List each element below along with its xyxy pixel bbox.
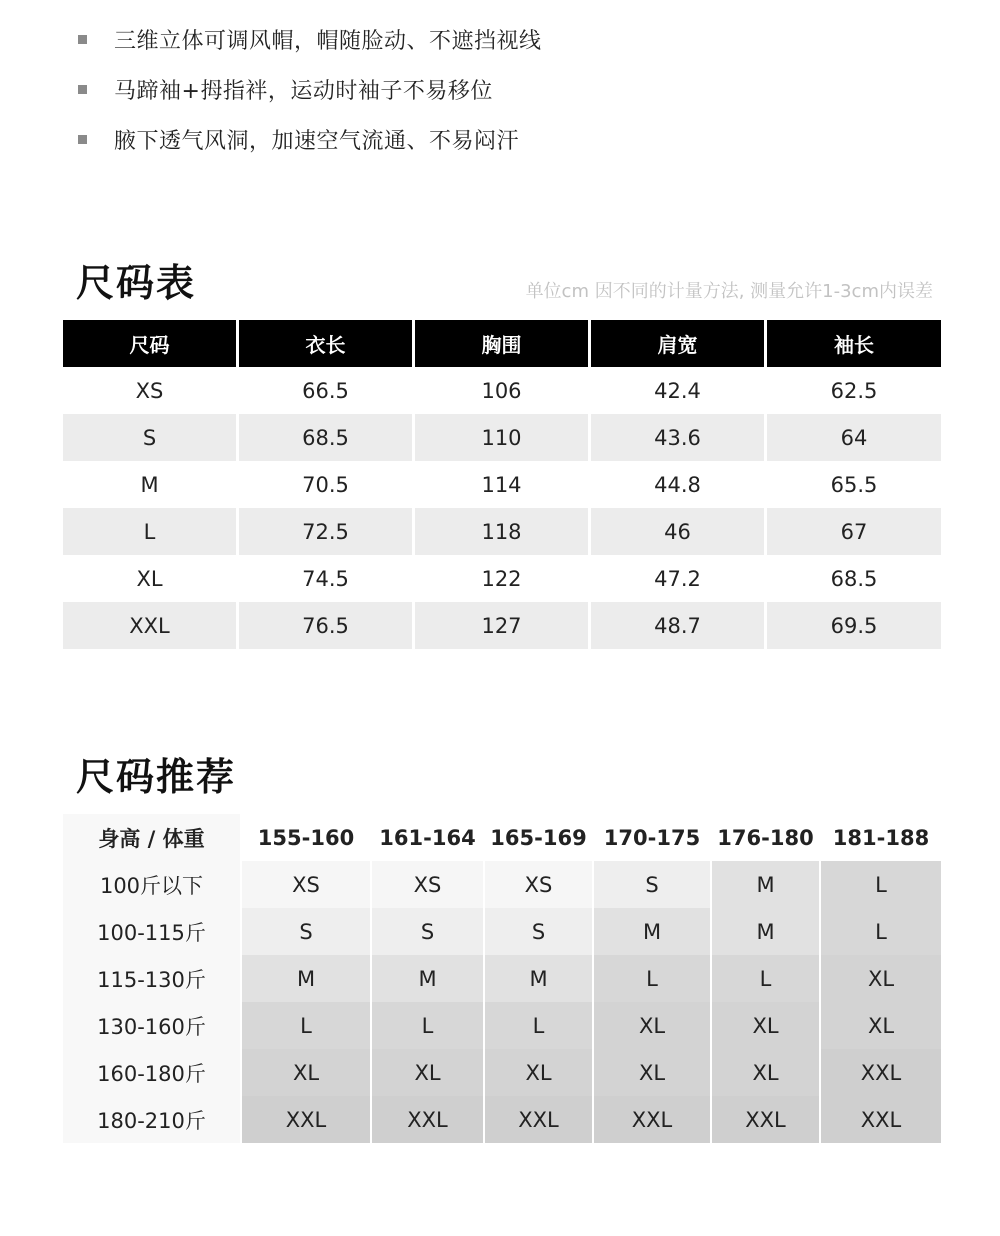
recommended-size-cell: S (372, 908, 483, 955)
size-recommend-title: 尺码推荐 (76, 755, 237, 799)
table-row (63, 955, 933, 1002)
table-cell: 72.5 (239, 508, 412, 555)
recommended-size-cell: M (372, 955, 483, 1002)
table-row (63, 555, 937, 602)
table-cell: 69.5 (767, 602, 941, 649)
recommended-size-cell: XXL (242, 1096, 370, 1143)
recommended-size-cell: XS (485, 861, 592, 908)
table-cell: 122 (481, 566, 522, 591)
recommended-size-cell: S (485, 908, 592, 955)
table-cell: 42.4 (654, 378, 701, 403)
size-recommend-table (63, 814, 933, 1143)
recommended-size-cell: L (821, 861, 941, 908)
table-row (63, 861, 933, 908)
table-cell: 127 (415, 602, 588, 649)
table-cell: 74.5 (302, 566, 349, 591)
table-row (63, 508, 937, 555)
recommended-size-cell: S (242, 908, 370, 955)
height-header-cell: 170-175 (594, 814, 710, 861)
table-row (63, 414, 937, 461)
table-cell: 68.5 (830, 566, 878, 591)
recommended-size-cell: L (712, 955, 819, 1002)
feature-item (78, 14, 542, 64)
table-row (63, 602, 937, 649)
table-row (63, 1049, 933, 1096)
recommended-size-cell: XXL (594, 1096, 710, 1143)
table-cell: L (63, 508, 236, 555)
recommended-size-cell: XL (485, 1049, 592, 1096)
table-cell: 44.8 (654, 472, 701, 497)
table-cell: 70.5 (302, 472, 349, 497)
height-header-cell: 161-164 (372, 814, 483, 861)
height-weight-corner-label: 身高 / 体重 (63, 814, 240, 861)
table-cell: 46 (591, 508, 764, 555)
table-cell: 114 (481, 472, 522, 497)
table-cell: XS (135, 378, 164, 403)
recommended-size-cell: M (712, 908, 819, 955)
feature-item (78, 64, 542, 114)
table-cell: 106 (481, 378, 522, 403)
header-cell-length: 衣长 (239, 320, 412, 367)
table-cell: 110 (415, 414, 588, 461)
header-cell-size: 尺码 (63, 320, 236, 367)
table-cell: 65.5 (830, 472, 878, 497)
weight-row-label: 115-130斤 (63, 955, 240, 1002)
recommended-size-cell: M (242, 955, 370, 1002)
feature-list (78, 14, 542, 164)
table-cell: 62.5 (830, 378, 878, 403)
recommended-size-cell: L (372, 1002, 483, 1049)
table-cell: 67 (767, 508, 941, 555)
recommended-size-cell: XXL (821, 1049, 941, 1096)
feature-item (78, 114, 542, 164)
table-cell: XXL (63, 602, 236, 649)
table-cell: 118 (415, 508, 588, 555)
header-cell-chest: 胸围 (415, 320, 588, 367)
recommended-size-cell: L (594, 955, 710, 1002)
recommended-size-cell: M (485, 955, 592, 1002)
height-header-cell: 155-160 (242, 814, 370, 861)
size-table-header-row (63, 320, 937, 367)
height-header-cell: 165-169 (485, 814, 592, 861)
table-row (63, 1002, 933, 1049)
weight-row-label: 160-180斤 (63, 1049, 240, 1096)
recommended-size-cell: XS (242, 861, 370, 908)
square-bullet-icon (78, 35, 87, 44)
table-cell: M (140, 472, 159, 497)
table-cell: 68.5 (239, 414, 412, 461)
recommended-size-cell: XS (372, 861, 483, 908)
recommended-size-cell: M (712, 861, 819, 908)
feature-text: 三维立体可调风帽，帽随脸动、不遮挡视线 (114, 28, 542, 54)
recommended-size-cell: XL (372, 1049, 483, 1096)
table-cell: 48.7 (591, 602, 764, 649)
table-cell: 76.5 (239, 602, 412, 649)
recommended-size-cell: XXL (372, 1096, 483, 1143)
table-cell: 43.6 (591, 414, 764, 461)
recommended-size-cell: XL (594, 1049, 710, 1096)
measurement-note: 单位cm 因不同的计量方法, 测量允许1-3cm内误差 (525, 281, 933, 302)
table-cell: 47.2 (654, 566, 701, 591)
weight-row-label: 130-160斤 (63, 1002, 240, 1049)
table-row (63, 908, 933, 955)
weight-row-label: 180-210斤 (63, 1096, 240, 1143)
recommended-size-cell: XL (712, 1002, 819, 1049)
recommended-size-cell: XXL (485, 1096, 592, 1143)
recommended-size-cell: L (485, 1002, 592, 1049)
recommended-size-cell: S (594, 861, 710, 908)
recommended-size-cell: XXL (821, 1096, 941, 1143)
height-header-cell: 176-180 (712, 814, 819, 861)
recommended-size-cell: XL (712, 1049, 819, 1096)
table-cell: 64 (767, 414, 941, 461)
recommended-size-cell: M (594, 908, 710, 955)
recommended-size-cell: XL (821, 1002, 941, 1049)
size-table (63, 320, 937, 649)
recommended-size-cell: XL (594, 1002, 710, 1049)
table-cell: 66.5 (302, 378, 349, 403)
table-cell: XL (136, 566, 163, 591)
table-row (63, 461, 937, 508)
table-row (63, 1096, 933, 1143)
weight-row-label: 100斤以下 (63, 861, 240, 908)
recommended-size-cell: XXL (712, 1096, 819, 1143)
recommended-size-cell: L (242, 1002, 370, 1049)
recommended-size-cell: XL (242, 1049, 370, 1096)
header-cell-sleeve: 袖长 (767, 320, 941, 367)
recommended-size-cell: L (821, 908, 941, 955)
square-bullet-icon (78, 135, 87, 144)
feature-text: 马蹄袖+拇指袢，运动时袖子不易移位 (114, 78, 493, 104)
square-bullet-icon (78, 85, 87, 94)
table-cell: S (63, 414, 236, 461)
table-row (63, 367, 937, 414)
height-header-cell: 181-188 (821, 814, 941, 861)
weight-row-label: 100-115斤 (63, 908, 240, 955)
recommend-header-row (63, 814, 933, 861)
recommended-size-cell: XL (821, 955, 941, 1002)
size-table-title: 尺码表 (76, 261, 197, 305)
header-cell-shoulder: 肩宽 (591, 320, 764, 367)
feature-text: 腋下透气风洞，加速空气流通、不易闷汗 (114, 128, 520, 154)
